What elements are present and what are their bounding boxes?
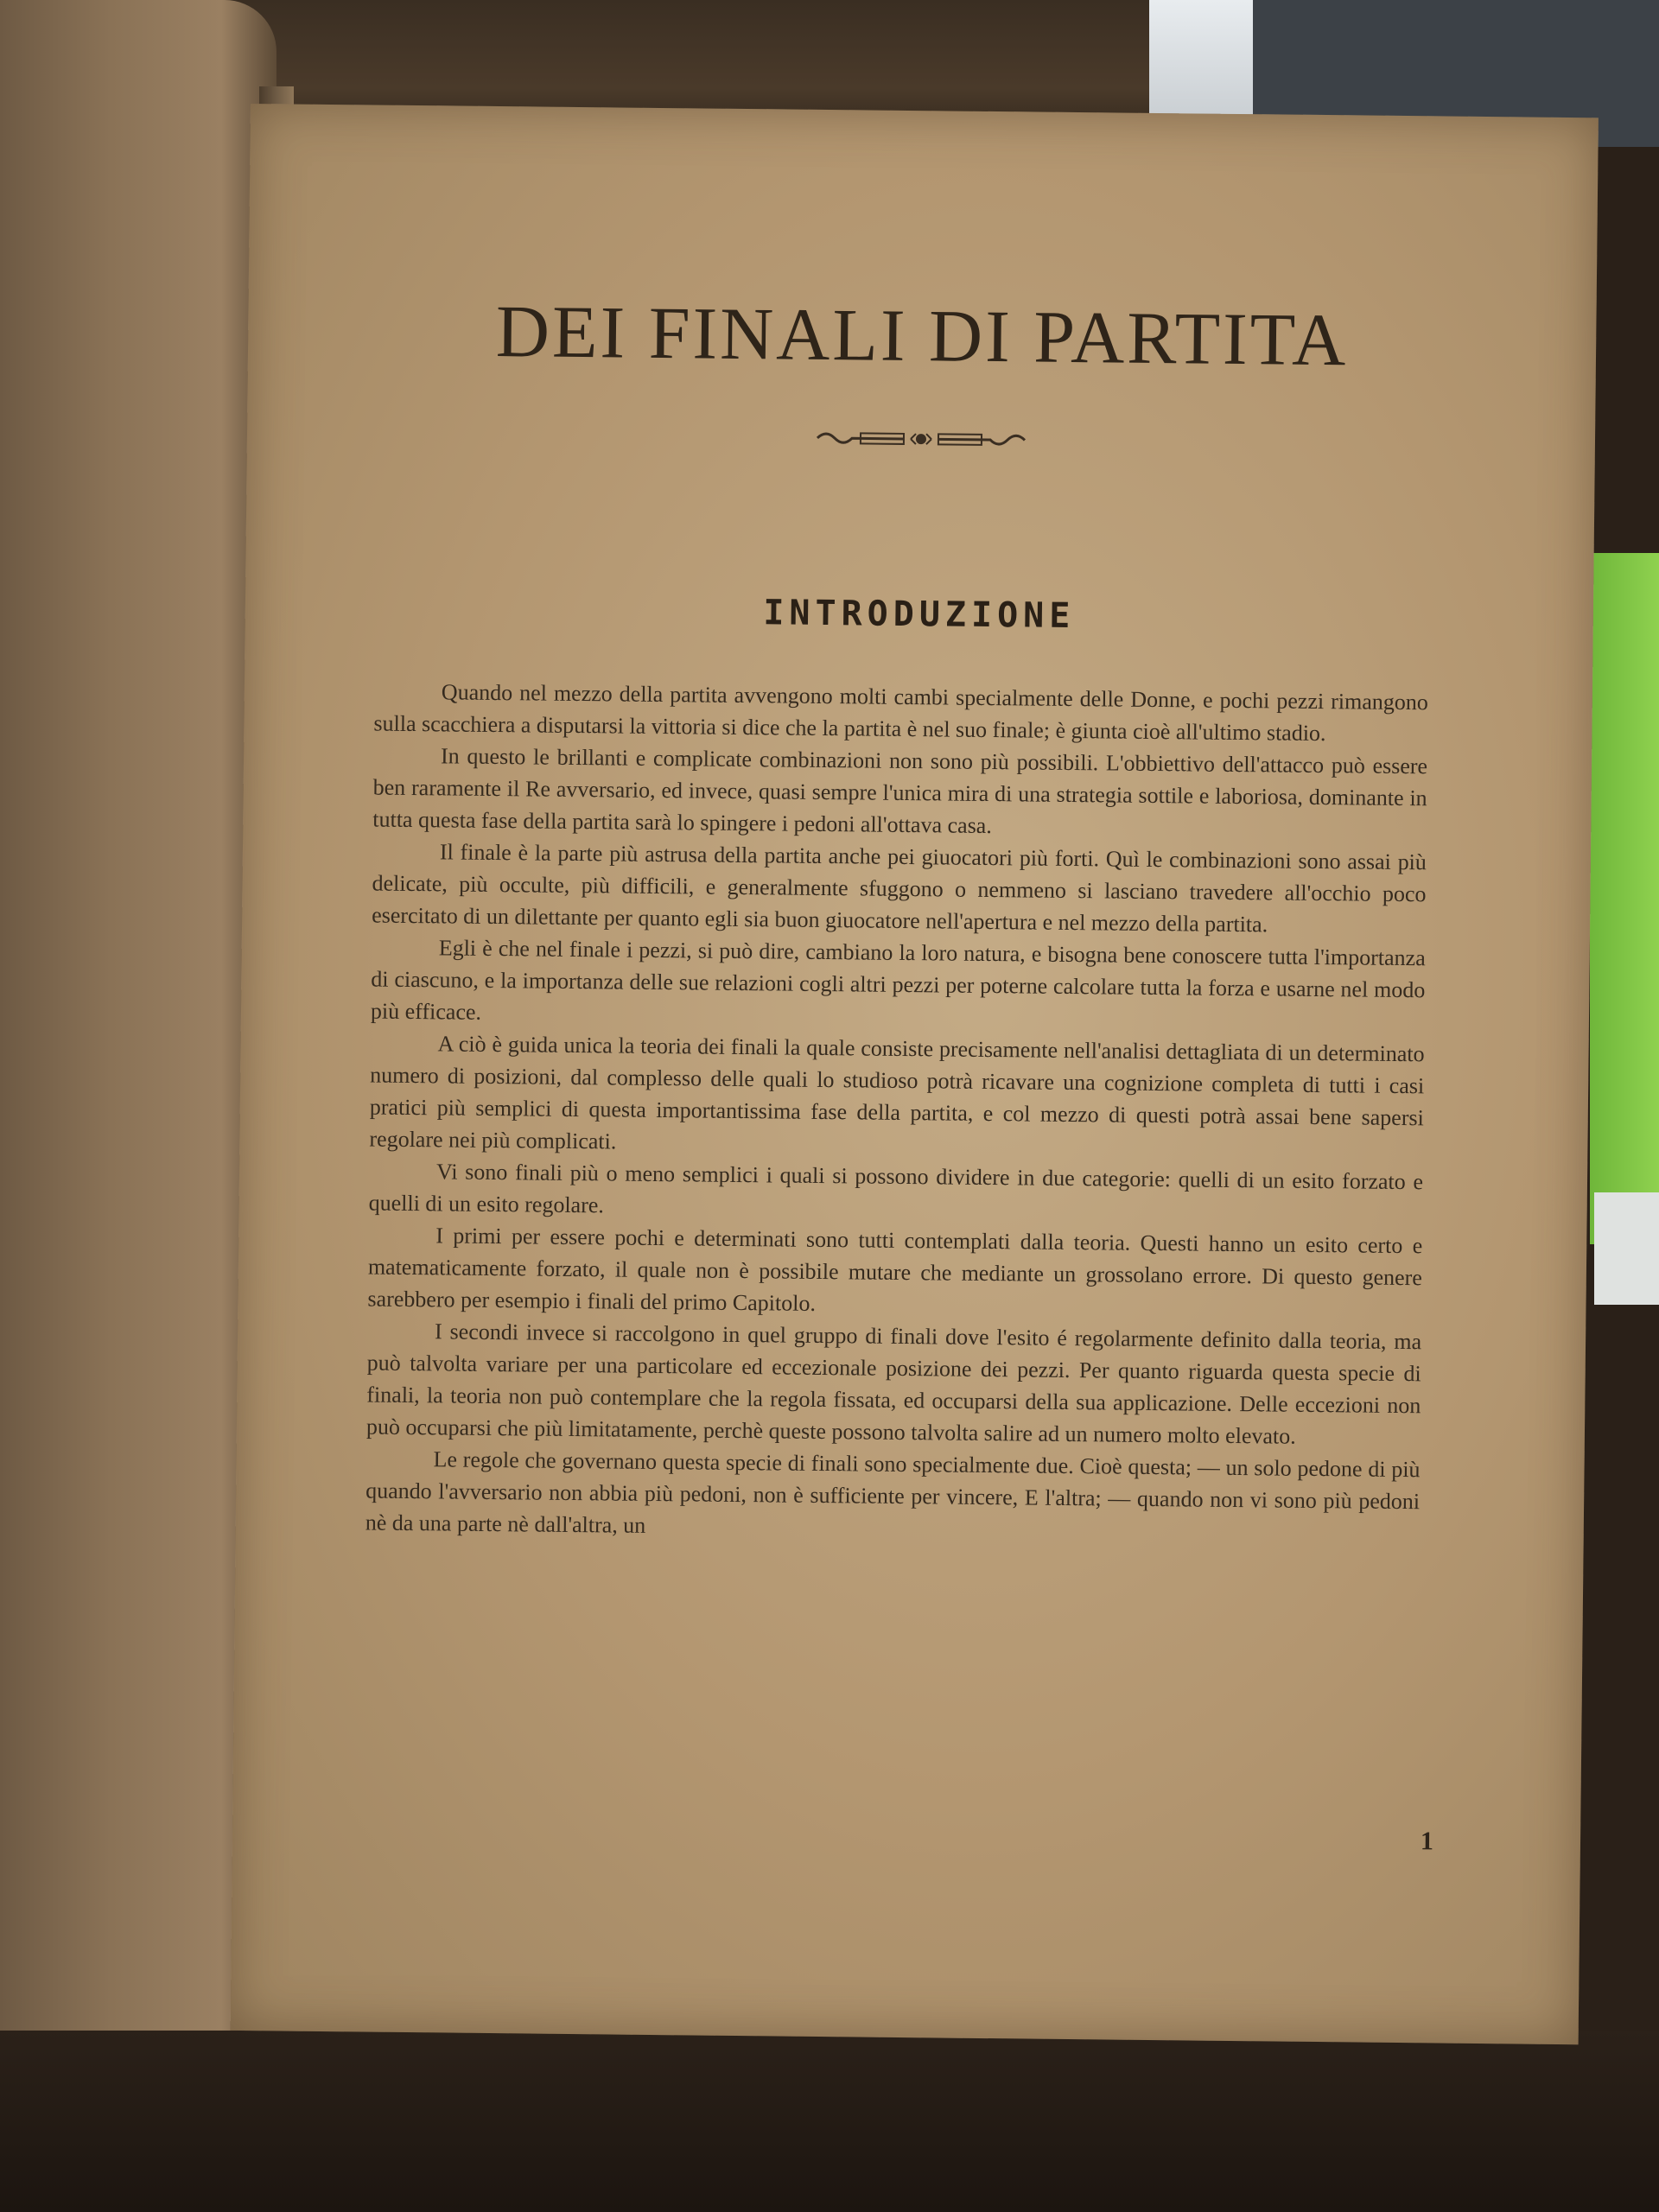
white-book-edge [1594,1192,1659,1305]
paragraph: Quando nel mezzo della partita avvengono molti cambi specialmente delle Donne, e pochi pezzi rimangono sulla scacchiera a disputarsi la vittoria si dice che la partita è nel suo finale; è giunta cioè all'ultimo stadio. [373,679,1428,747]
page-title: DEI FINALI DI PARTITA [495,289,1349,382]
paragraph: Le regole che governano questa specie di finali sono specialmente due. Cioè questa; — un solo pedone di più quando l'avversario non abbia più pedoni, non è sufficiente per vincere, E l'altra; — quando non vi sono più pedoni nè da una parte nè dall'altra, un [365,1446,1421,1538]
paragraph: In questo le brillanti e complicate combinazioni non sono più possibili. L'obbiettivo dell'attacco può essere ben raramente il Re avversario, ed invece, quasi sempre l'unica mira di una strategia sottile e laboriosa, dominante in tutta questa fase della partita sarà lo spingere i pedoni all'ottava casa. [372,743,1428,839]
body-text [365,676,1428,1550]
table-surface [0,2031,1659,2212]
paragraph: Egli è che nel finale i pezzi, si può dire, cambiano la loro natura, e bisogna bene conoscere tutta l'importanza di ciascuno, e la importanza delle sue relazioni cogli altri pezzi per poterne calcolare tutta la forza e usarne nel modo più efficace. [370,935,1426,1025]
paragraph: A ciò è guida unica la teoria dei finali la quale consiste precisamente nell'analisi dettagliata di un determinato numero di posizioni, dal complesso delle quali lo studioso potrà ricavare una cognizione completa di tutti i casi pratici più semplici di questa importantissima fase della partita, e col mezzo di questi potrà assai bene sapersi regolare nei più complicati. [369,1031,1425,1154]
right-page [231,104,1599,2044]
background-light-gap [1149,0,1253,121]
ornament-icon [809,421,1033,458]
page-number: 1 [1420,1827,1434,1856]
paragraph: I primi per essere pochi e determinati sono tutti contemplati dalla teoria. Questi hanno un esito certo e matematicamente forzato, il quale non è possibile mutare che mediante un grossolano errore. Di questo genere sarebbero per esempio i finali del primo Capitolo. [367,1223,1423,1316]
paragraph: I secondi invece si raccolgono in quel gruppo di finali dove l'esito é regolarmente definito dalla teoria, ma può talvolta variare per una particolare ed eccezionale posizione dei pezzi. Per quanto riguarda questa specie di finali, la teoria non può contemplare che la regola fissata, ed occuparsi della sua applicazione. Delle eccezioni non può occuparsi che più limitatamente, perchè queste possono talvolta salire ad un numero molto elevato. [365,1319,1422,1449]
paragraph: Il finale è la parte più astrusa della partita anche pei giuocatori più forti. Quì le combinazioni sono assai più delicate, più occulte, più difficili, e generalmente sfuggono o nemmeno si lasciano travedere all'occhio poco esercitato di un dilettante per quanto egli sia buon giuocatore nell'apertura e nel mezzo della partita. [372,839,1427,938]
section-heading: INTRODUZIONE [763,593,1076,637]
green-book-spine [1590,553,1659,1244]
paragraph: Vi sono finali più o meno semplici i quali si possono dividere in due categorie: quelli di un esito forzato e quelli di un esito regolare. [368,1159,1424,1218]
